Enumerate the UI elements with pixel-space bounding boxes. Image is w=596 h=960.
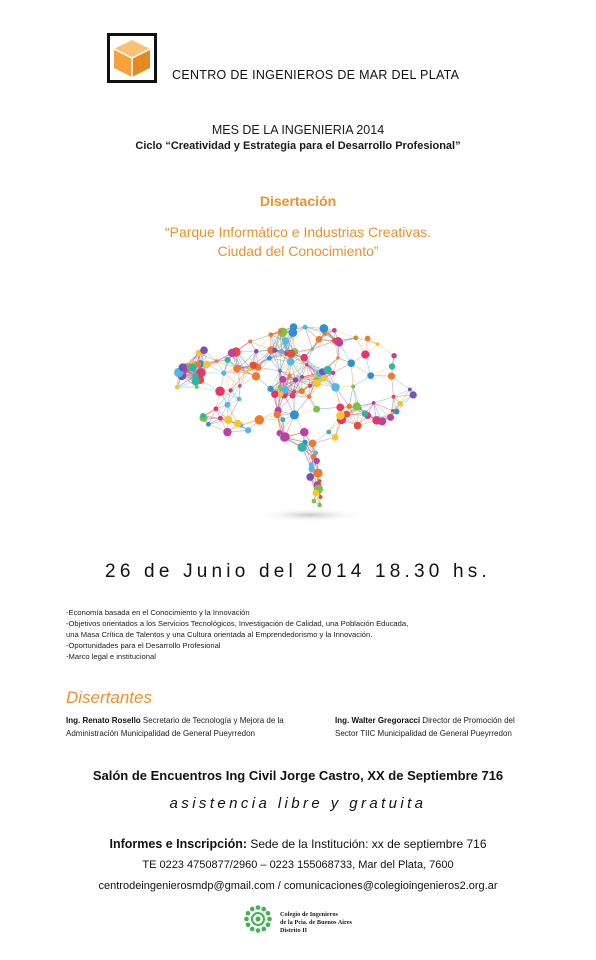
brain-node — [317, 503, 321, 507]
brain-node — [284, 352, 288, 356]
footer-org-line: Colegio de Ingenieros — [280, 911, 338, 918]
brain-node — [290, 410, 299, 419]
brain-node — [312, 499, 317, 504]
brain-node — [331, 383, 340, 392]
email-line[interactable]: centrodeingenierosmdp@gmail.com / comunicaciones@colegioingenieros2.org.ar — [98, 880, 498, 892]
brain-node — [274, 411, 281, 418]
brain-node — [228, 349, 236, 357]
list-item: una Masa Crítica de Talentos y una Cultura orientada al Emprendedorismo y la Innovación. — [66, 630, 373, 639]
speaker-name: Ing. Walter Gregoracci — [335, 716, 421, 725]
sun-ray — [244, 917, 249, 922]
brain-node — [214, 406, 219, 411]
brain-node — [215, 359, 219, 363]
brain-node — [279, 349, 284, 354]
event-title: MES DE LA INGENIERIA 2014 — [211, 123, 385, 137]
brain-node — [279, 376, 286, 383]
event-date: 26 de Junio del 2014 18.30 hs. — [105, 561, 491, 582]
sun-ray — [246, 911, 251, 916]
talk-type: Disertación — [259, 193, 337, 209]
brain-node — [313, 379, 321, 387]
brain-node — [326, 430, 331, 435]
speaker-role: Secretario de Tecnología y Mejora de la — [140, 716, 284, 725]
brain-node — [224, 416, 232, 424]
list-item: -Oportunidades para el Desarrollo Profesional — [66, 641, 221, 650]
brain-node — [224, 357, 230, 363]
brain-node — [234, 420, 242, 428]
brain-node — [293, 377, 298, 382]
brain-node — [278, 329, 282, 333]
brain-node — [391, 409, 394, 412]
sun-ray — [261, 907, 266, 912]
brain-node — [200, 346, 208, 354]
brain-node — [221, 371, 226, 376]
speaker-role: Sector TIIC Municipalidad de General Pueyrredon — [335, 729, 512, 738]
brain-node — [287, 358, 295, 366]
brain-node — [323, 366, 331, 374]
brain-node — [218, 416, 223, 421]
brain-node — [353, 335, 358, 340]
brain-node — [195, 385, 199, 389]
talk-title-line-2: Ciudad del Conocimiento” — [217, 243, 379, 259]
attendance-note: asistencia libre y gratuita — [169, 795, 427, 812]
brain-node — [314, 458, 320, 464]
brain-node — [195, 361, 201, 367]
speaker-name: Ing. Renato Rosello — [66, 716, 141, 725]
speaker-role: Administración Municipalidad de General Pueyrredon — [66, 729, 255, 738]
brain-node — [353, 402, 361, 410]
orange-cube-icon — [107, 33, 157, 83]
brain-node — [408, 388, 412, 392]
brain-node — [236, 365, 241, 370]
phone-line: TE 0223 4750877/2960 – 0223 155068733, Mar del Plata, 7600 — [142, 859, 454, 871]
brain-node — [288, 328, 297, 337]
brain-node — [336, 411, 345, 420]
brain-node — [351, 384, 355, 388]
brain-node — [300, 375, 304, 379]
brain-node — [315, 336, 322, 343]
brain-node — [237, 397, 242, 402]
org-name: CENTRO DE INGENIEROS DE MAR DEL PLATA — [172, 68, 460, 82]
green-sun-icon — [242, 903, 274, 935]
brain-node — [313, 406, 320, 413]
brain-node — [388, 372, 395, 379]
brain-node — [268, 332, 273, 337]
brain-node — [392, 395, 396, 399]
brain-node — [215, 387, 224, 396]
sun-ray — [261, 927, 266, 932]
brain-node — [332, 434, 339, 441]
brain-node — [314, 468, 323, 477]
cycle-title: Ciclo “Creatividad y Estrategia para el Desarrollo Profesional” — [135, 140, 461, 152]
brain-node — [336, 403, 344, 411]
brain-node — [362, 410, 369, 417]
brain-node — [320, 324, 329, 333]
talk-title-line-1: “Parque Informático e Industrias Creativas. — [164, 224, 432, 240]
brain-node — [319, 495, 323, 499]
brain-node — [300, 428, 309, 437]
brain-node — [287, 350, 295, 358]
brain-node — [179, 363, 187, 371]
brain-node — [267, 356, 272, 361]
brain-node — [252, 372, 260, 380]
brain-node — [347, 404, 352, 409]
brain-node — [192, 377, 200, 385]
brain-node — [361, 350, 369, 358]
info-label: Informes e Inscripción: — [109, 837, 248, 851]
brain-node — [228, 388, 232, 392]
brain-node — [245, 427, 251, 433]
brain-node — [190, 359, 194, 363]
brain-node — [391, 353, 396, 358]
info-line — [0, 837, 596, 851]
speaker-card — [66, 714, 316, 740]
sun-ray — [250, 927, 255, 932]
venue: Salón de Encuentros Ing Civil Jorge Castro, XX de Septiembre 716 — [92, 768, 504, 783]
speakers-heading: Disertantes — [66, 688, 152, 707]
info-text: Sede de la Institución: xx de septiembre 716 — [247, 837, 487, 851]
brain-node — [300, 354, 307, 361]
brain-node — [272, 348, 277, 353]
brain-node — [206, 422, 211, 427]
brain-node — [244, 370, 247, 373]
list-item: -Marco legal e institucional — [66, 652, 156, 661]
brain-node — [282, 337, 289, 344]
speaker-card — [335, 714, 560, 740]
brain-node — [321, 375, 327, 381]
brain-node — [287, 374, 291, 378]
brain-node — [203, 361, 210, 368]
footer-org-line: de la Pcia. de Buenos Aires — [280, 918, 352, 926]
sun-ray — [246, 922, 251, 927]
brain-node — [376, 342, 380, 346]
brain-node — [394, 409, 400, 415]
sun-ray — [256, 928, 261, 933]
brain-node — [354, 422, 362, 430]
brain-node — [250, 362, 257, 369]
brain-node — [305, 363, 308, 366]
brain-node — [278, 385, 282, 389]
brain-node — [292, 390, 296, 394]
brain-node — [410, 391, 417, 398]
speaker-role: Director de Promoción del — [420, 716, 515, 725]
sun-ray — [256, 905, 261, 910]
brain-node — [248, 340, 252, 344]
brain-node — [200, 413, 205, 418]
brain-node — [397, 401, 403, 407]
brain-node — [280, 432, 289, 441]
brain-node — [308, 384, 312, 388]
brain-node — [365, 336, 371, 342]
brain-node — [332, 328, 337, 333]
sun-ray — [266, 911, 271, 916]
topics-list — [66, 607, 536, 662]
brain-node — [223, 428, 231, 436]
brain-node — [372, 401, 376, 405]
sun-ray — [250, 907, 255, 912]
brain-node — [378, 417, 386, 425]
brain-node — [389, 363, 395, 369]
brain-node — [335, 339, 343, 347]
brain-node — [255, 415, 264, 424]
brain-node — [297, 443, 306, 452]
footer-org — [280, 911, 352, 934]
brain-node — [311, 347, 314, 350]
brain-node — [367, 372, 374, 379]
brain-node — [278, 369, 282, 373]
brain-node — [267, 386, 273, 392]
brain-node — [225, 402, 231, 408]
brain-node — [306, 473, 314, 481]
sun-ray — [267, 917, 272, 922]
brain-node — [308, 466, 314, 472]
brain-node — [238, 384, 241, 387]
sun-ray — [266, 922, 271, 927]
network-brain-icon — [160, 315, 430, 525]
list-item: -Objetivos orientados a los Servicios Tecnológicos, Investigación de Calidad, una Población Educada, — [66, 619, 409, 628]
brain-node — [387, 414, 394, 421]
brain-node — [303, 325, 308, 330]
brain-node — [278, 391, 284, 397]
footer-org-line: Distrito II — [280, 926, 308, 934]
brain-node — [254, 349, 259, 354]
brain-node — [347, 359, 355, 367]
brain-node — [309, 440, 317, 448]
brain-node — [271, 391, 278, 398]
brain-node — [299, 388, 305, 394]
brain-node — [307, 394, 312, 399]
brain-node — [313, 490, 320, 497]
brain-node — [280, 417, 285, 422]
brain-node — [336, 356, 339, 359]
brain-node — [175, 385, 180, 390]
list-item: -Economía basada en el Conocimiento y la Innovación — [66, 608, 250, 617]
